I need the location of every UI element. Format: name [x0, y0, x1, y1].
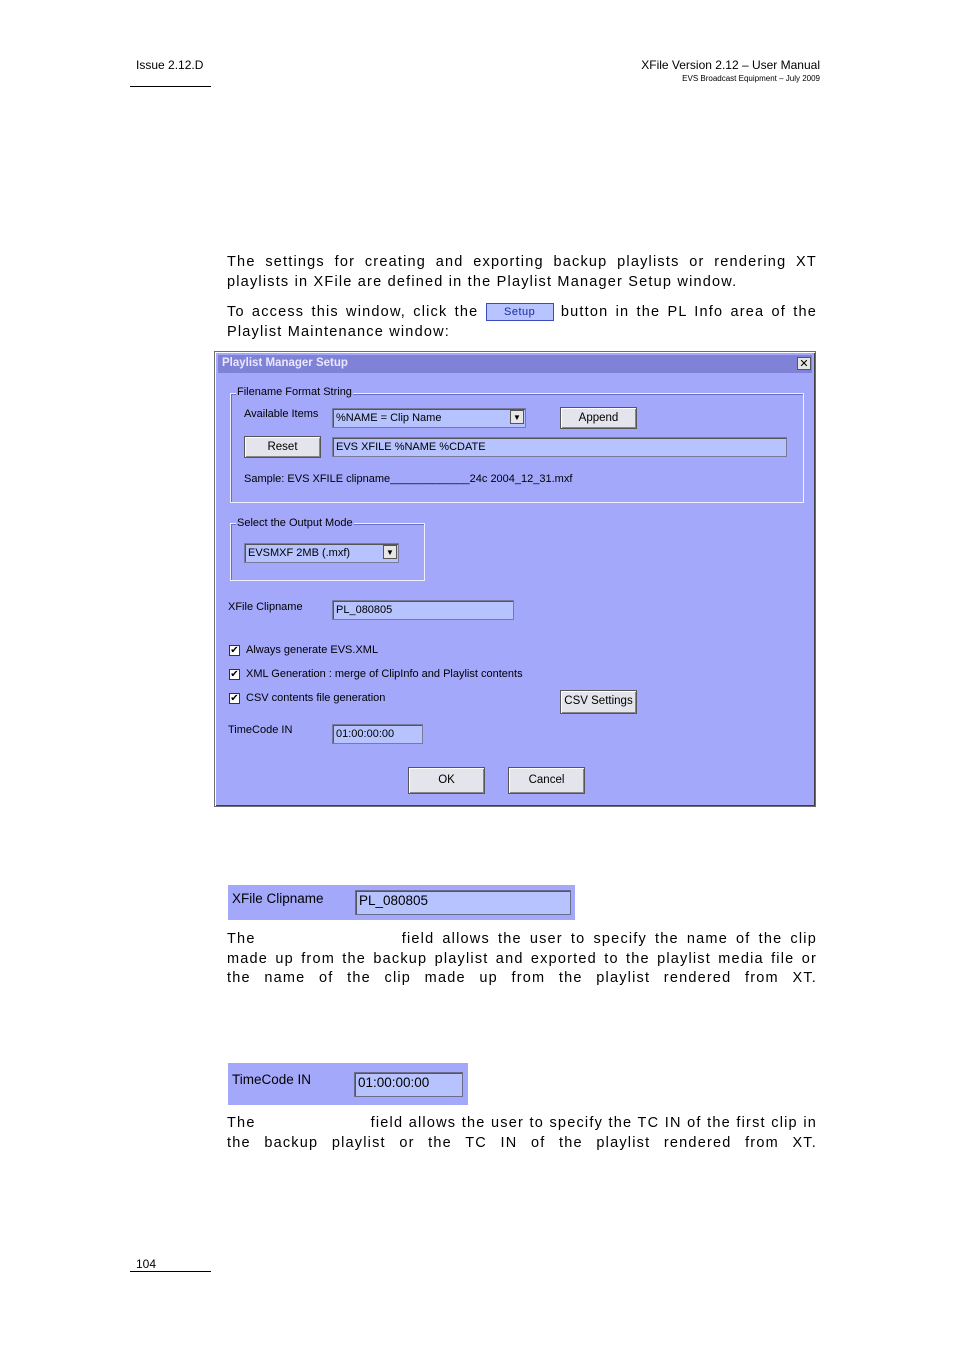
timecode-paragraph	[227, 1114, 817, 1153]
csv-settings-button[interactable]: CSV Settings	[560, 690, 637, 714]
issue-label: Issue 2.12.D	[136, 58, 204, 72]
title-bar	[218, 355, 812, 373]
xml-generation-merge-checkbox[interactable]: ✔	[230, 669, 239, 680]
manual-title: XFile Version 2.12 – User Manual	[641, 58, 820, 72]
xfile-clipname-panel-input: PL_080805	[355, 890, 571, 915]
playlist-manager-setup-dialog	[214, 351, 816, 807]
setup-button[interactable]: Setup	[486, 303, 554, 321]
close-button[interactable]: ✕	[797, 357, 811, 370]
page-number: 104	[136, 1257, 157, 1271]
append-button[interactable]: Append	[560, 407, 637, 429]
intro-text-after: button in the PL Info area of the Playlist Maintenance window:	[227, 304, 817, 340]
intro-paragraph-2	[227, 303, 817, 342]
timecode-in-panel-label: TimeCode IN	[232, 1072, 312, 1087]
chevron-down-icon[interactable]: ▼	[510, 410, 524, 424]
xfile-clipname-input[interactable]: PL_080805	[332, 600, 514, 620]
intro-text-before: To access this window, click the	[227, 304, 479, 320]
timecode-in-label: TimeCode IN	[228, 724, 293, 736]
intro-paragraph-1: The settings for creating and exporting backup playlists or rendering XT playlists in XFile are defined in the Playlist Manager Setup window.	[227, 254, 817, 290]
csv-generation-checkbox[interactable]: ✔	[230, 693, 239, 704]
clipname-paragraph-the: The	[227, 931, 256, 947]
available-items-combo[interactable]	[332, 408, 526, 428]
manual-subtitle: EVS Broadcast Equipment – July 2009	[682, 74, 820, 83]
always-generate-xml-checkbox[interactable]: ✔	[230, 645, 239, 656]
output-mode-group-label: Select the Output Mode	[237, 517, 353, 529]
xfile-clipname-label: XFile Clipname	[228, 601, 303, 613]
timecode-in-panel	[228, 1063, 468, 1105]
dialog-title: Playlist Manager Setup	[222, 357, 348, 369]
available-items-label: Available Items	[244, 408, 319, 420]
timecode-paragraph-text: field allows the user to specify the TC IN of the first clip in the backup playlist or the TC IN of the playlist rendered from XT.	[227, 1115, 818, 1151]
reset-button[interactable]: Reset	[244, 436, 321, 458]
csv-generation-label: CSV contents file generation	[246, 692, 386, 704]
footer-rule	[130, 1271, 211, 1272]
timecode-paragraph-the: The	[227, 1115, 256, 1131]
timecode-in-input[interactable]: 01:00:00:00	[332, 724, 423, 744]
cancel-button[interactable]: Cancel	[508, 767, 585, 794]
header-rule	[130, 86, 211, 87]
output-mode-value: EVSMXF 2MB (.mxf)	[248, 547, 351, 559]
clipname-paragraph-text: field allows the user to specify the name of the clip made up from the backup playlist and exported to the playlist media file or the name of the clip made up from the playlist rendered from XT.	[227, 931, 817, 986]
timecode-in-panel-input: 01:00:00:00	[354, 1072, 463, 1097]
format-string-input[interactable]: EVS XFILE %NAME %CDATE	[332, 437, 787, 457]
xml-generation-merge-label: XML Generation : merge of ClipInfo and Playlist contents	[246, 668, 523, 680]
xfile-clipname-panel	[228, 885, 575, 920]
always-generate-xml-label: Always generate EVS.XML	[246, 644, 379, 656]
available-items-value: %NAME = Clip Name	[336, 412, 442, 424]
output-mode-combo[interactable]	[244, 543, 399, 563]
clipname-paragraph	[227, 930, 817, 989]
filename-format-group-label: Filename Format String	[237, 386, 352, 398]
manual-header	[641, 58, 820, 83]
xfile-clipname-panel-label: XFile Clipname	[232, 891, 324, 906]
ok-button[interactable]: OK	[408, 767, 485, 794]
chevron-down-icon[interactable]: ▼	[383, 545, 397, 559]
sample-text: Sample: EVS XFILE clipname_____________24c 2004_12_31.mxf	[244, 473, 573, 485]
